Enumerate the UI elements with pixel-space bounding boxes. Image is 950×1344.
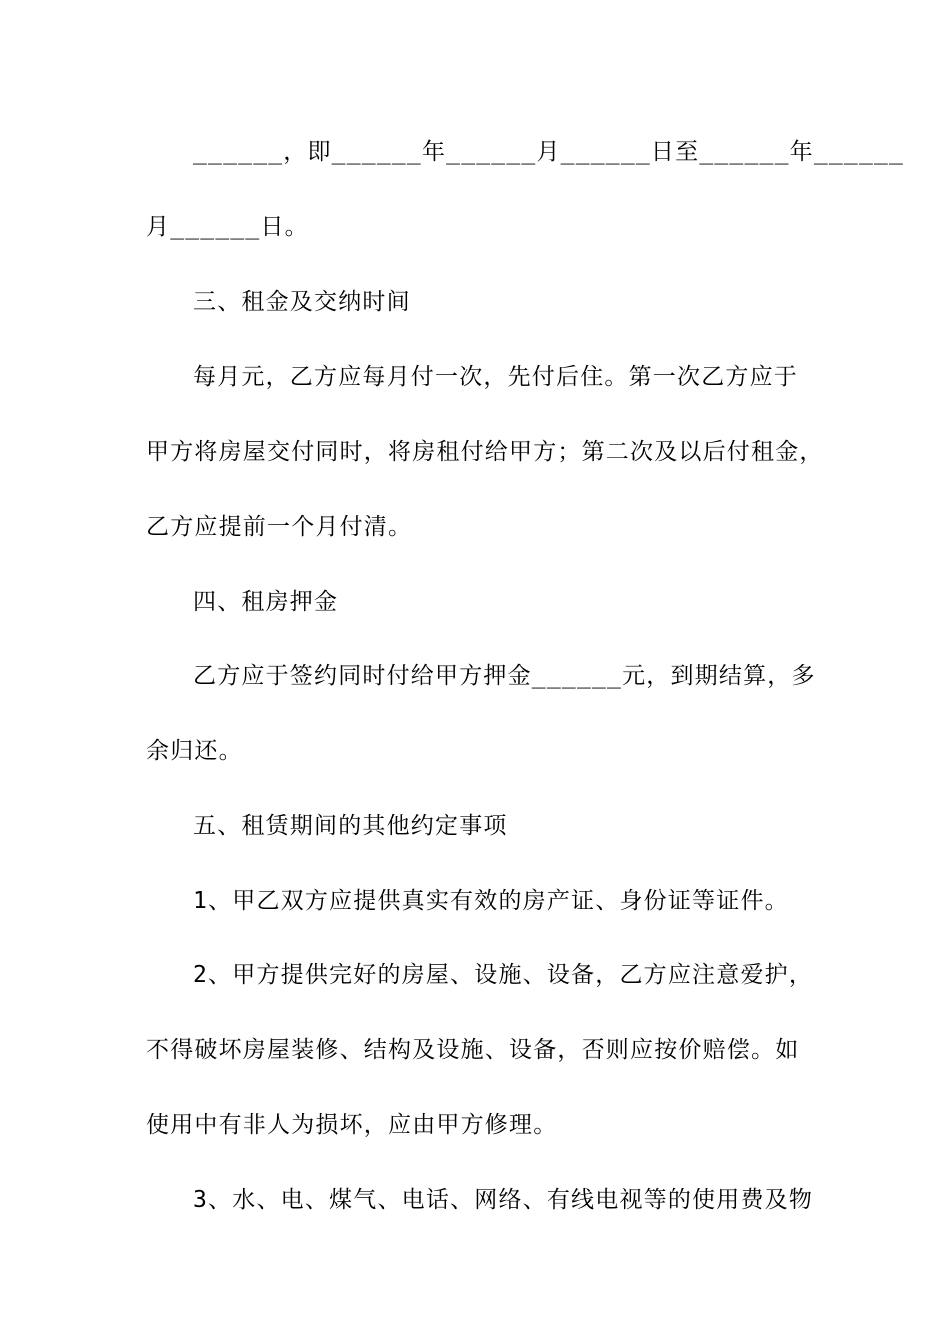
text-line: 每月元，乙方应每月付一次，先付后住。第一次乙方应于 <box>193 364 798 390</box>
text-line: 甲方将房屋交付同时，将房租付给甲方；第二次及以后付租金， <box>146 439 824 465</box>
list-item: 3、水、电、煤气、电话、网络、有线电视等的使用费及物 <box>193 1187 814 1213</box>
text-line: ______，即______年______月______日至______年______ <box>193 139 905 165</box>
section-heading: 三、租金及交纳时间 <box>193 289 411 315</box>
text-line: 使用中有非人为损坏，应由甲方修理。 <box>146 1112 558 1138</box>
text-line: 不得破坏房屋装修、结构及设施、设备，否则应按价赔偿。如 <box>146 1037 800 1063</box>
text-line: 乙方应于签约同时付给甲方押金______元，到期结算，多 <box>193 663 816 689</box>
list-item: 2、甲方提供完好的房屋、设施、设备，乙方应注意爱护， <box>193 962 814 988</box>
text-line: 余归还。 <box>146 738 243 764</box>
section-heading: 五、租赁期间的其他约定事项 <box>193 813 508 839</box>
list-item: 1、甲乙双方应提供真实有效的房产证、身份证等证件。 <box>193 888 789 914</box>
section-heading: 四、租房押金 <box>193 589 339 615</box>
text-line: 月______日。 <box>146 214 309 240</box>
text-line: 乙方应提前一个月付清。 <box>146 514 413 540</box>
